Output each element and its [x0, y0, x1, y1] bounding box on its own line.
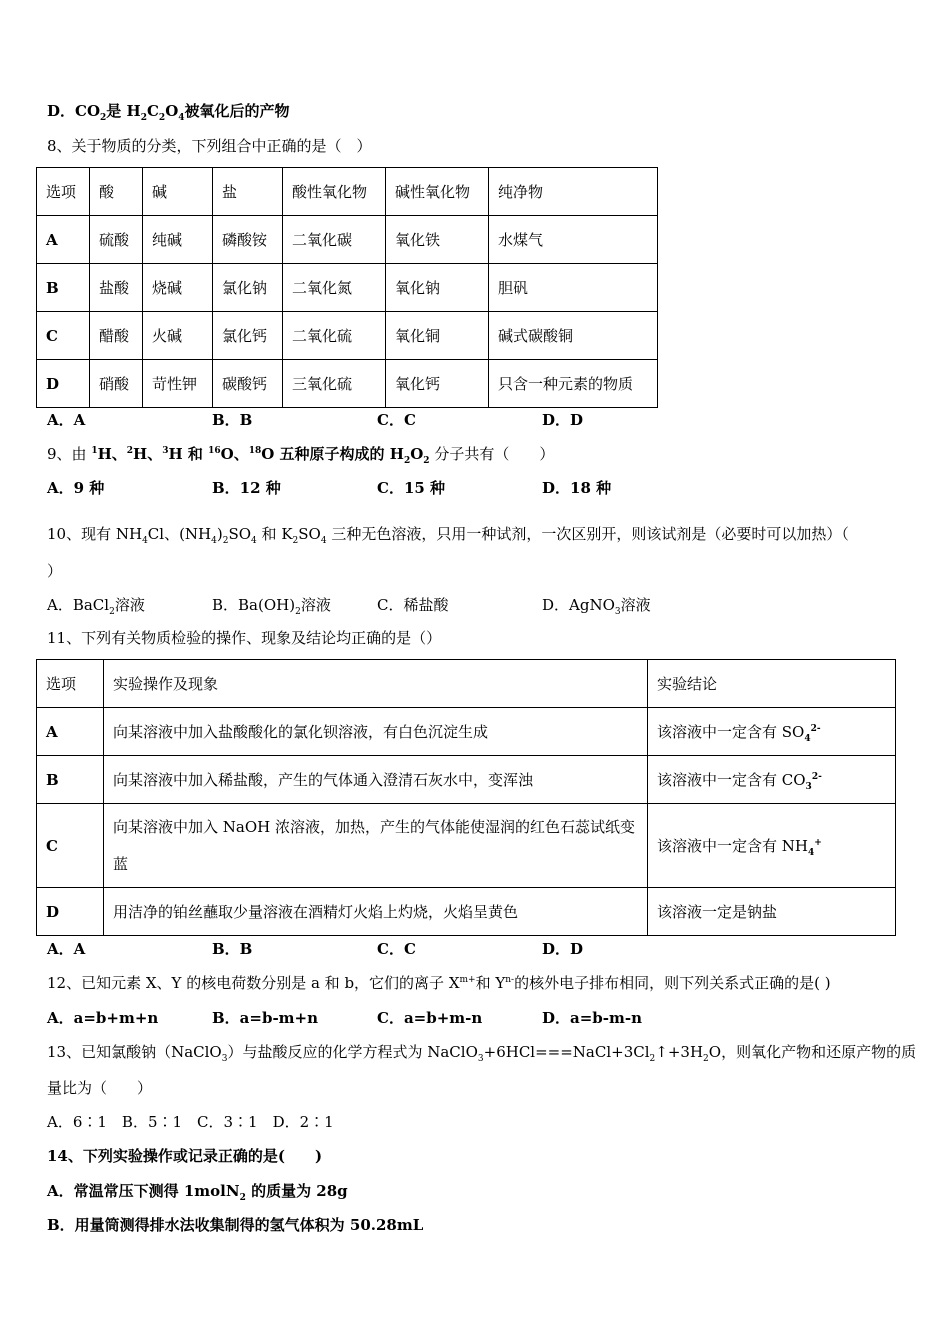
option-b[interactable]: B．$Ba(OH)_2$溶液 [212, 596, 331, 617]
table-cell: 碱式碳酸铜 [489, 312, 658, 360]
table-cell: 该溶液中一定含有 $CO_3^{2-}$ [648, 756, 896, 804]
table-cell: A [37, 216, 90, 264]
q13-stem-cont: 量比为（ ） [47, 1079, 153, 1097]
table-cell: 纯碱 [143, 216, 213, 264]
option-a[interactable]: A．BaCl$_2$溶液 [47, 596, 145, 617]
q14-option-b[interactable]: B．用量筒测得排水法收集制得的氢气体积为 50.28mL [47, 1216, 424, 1234]
table-cell: 用洁净的铂丝蘸取少量溶液在酒精灯火焰上灼烧，火焰呈黄色 [104, 888, 648, 936]
table-cell: 氯化钙 [213, 312, 283, 360]
option-c[interactable]: C．C [377, 411, 416, 429]
option-d[interactable]: D．a=b-m-n [542, 1009, 643, 1027]
q12-stem: 12、已知元素 X、Y 的核电荷数分别是 a 和 b，它们的离子 $X^{m+}$和 $Y^{n-}$的核外电子排布相同，则下列关系式正确的是( ) [47, 974, 831, 992]
table-header-cell: 酸 [90, 168, 143, 216]
table-cell: C [37, 804, 104, 888]
q14-stem: 14、下列实验操作或记录正确的是( ) [47, 1147, 323, 1165]
table-cell: 苛性钾 [143, 360, 213, 408]
table-cell: D [37, 888, 104, 936]
q9-stem: 9、由 $^1$H、$^2$H、$^3$H 和 $^{16}$O、$^{18}$O 五种原子构成的 $H_2O_2$ 分子共有（ ） [47, 445, 555, 466]
table-cell: C [37, 312, 90, 360]
option-a[interactable]: A．a=b+m+n [47, 1009, 159, 1027]
table-row [37, 756, 896, 804]
q14-option-a[interactable]: A．常温常压下测得 1molN$_2$ 的质量为 28g [47, 1182, 348, 1203]
table-row [37, 708, 896, 756]
option-d[interactable]: D．18 种 [542, 479, 612, 497]
table-cell: 氧化铜 [386, 312, 489, 360]
table-cell: 向某溶液中加入盐酸酸化的氯化钡溶液，有白色沉淀生成 [104, 708, 648, 756]
q10-stem: 10、现有 $NH_4Cl$、$(NH_4)_2SO_4$ 和 $K_2SO_4$ 三种无色溶液，只用一种试剂，一次区别开，则该试剂是（必要时可以加热）（ [47, 525, 849, 546]
option-d[interactable]: D．D [542, 411, 584, 429]
table-cell: 向某溶液中加入 NaOH 浓溶液，加热，产生的气体能使湿润的红色石蕊试纸变蓝 [104, 804, 648, 888]
table-cell: 烧碱 [143, 264, 213, 312]
q7-option-d: D．$CO_2$是 $H_2C_2O_4$被氧化后的产物 [47, 102, 290, 123]
table-row [37, 216, 658, 264]
table-header-cell: 实验结论 [648, 660, 896, 708]
option-d[interactable]: D．AgNO$_3$溶液 [542, 596, 651, 617]
q12-options [47, 1008, 927, 1028]
q10-stem-cont: ） [47, 562, 63, 580]
table-cell: 该溶液中一定含有 $SO_4^{2-}$ [648, 708, 896, 756]
table-header-cell: 酸性氧化物 [283, 168, 386, 216]
table-cell: 只含一种元素的物质 [489, 360, 658, 408]
table-cell: B [37, 756, 104, 804]
option-c[interactable]: C．稀盐酸 [377, 596, 449, 614]
table-cell: 二氧化硫 [283, 312, 386, 360]
q10-options [47, 595, 927, 615]
table-row [37, 360, 658, 408]
table-header-cell: 纯净物 [489, 168, 658, 216]
option-c[interactable]: C．15 种 [377, 479, 446, 497]
table-row [37, 312, 658, 360]
table-row [37, 264, 658, 312]
q9-options [47, 478, 927, 498]
option-b[interactable]: B．12 种 [212, 479, 281, 497]
table-cell: 火碱 [143, 312, 213, 360]
table-header-cell: 选项 [37, 660, 104, 708]
table-cell: 水煤气 [489, 216, 658, 264]
table-cell: 二氧化碳 [283, 216, 386, 264]
table-header-cell: 选项 [37, 168, 90, 216]
table-cell: 二氧化氮 [283, 264, 386, 312]
table-row [37, 660, 896, 708]
option-c[interactable]: C．C [377, 940, 416, 958]
table-cell: 氧化钙 [386, 360, 489, 408]
table-cell: 氯化钠 [213, 264, 283, 312]
option-b[interactable]: B．a=b-m+n [212, 1009, 319, 1027]
table-cell: 硫酸 [90, 216, 143, 264]
table-cell: B [37, 264, 90, 312]
q13-stem: 13、已知氯酸钠（NaClO$_3$）与盐酸反应的化学方程式为 $NaClO_3+6HCl===NaCl+3Cl_2↑+3H_2O$，则氧化产物和还原产物的质 [47, 1043, 917, 1064]
table-cell: 该溶液中一定含有 $NH_4^+$ [648, 804, 896, 888]
q8-options [47, 410, 927, 430]
table-row [37, 168, 658, 216]
table-cell: 醋酸 [90, 312, 143, 360]
table-cell: 三氧化硫 [283, 360, 386, 408]
q8-stem: 8、关于物质的分类，下列组合中正确的是（ ） [47, 137, 372, 155]
q13-options[interactable]: A．6∶1 B．5∶1 C．3∶1 D．2∶1 [47, 1113, 334, 1131]
table-cell: 胆矾 [489, 264, 658, 312]
table-cell: D [37, 360, 90, 408]
option-a[interactable]: A．9 种 [47, 479, 105, 497]
table-cell: 磷酸铵 [213, 216, 283, 264]
option-d[interactable]: D．D [542, 940, 584, 958]
option-a[interactable]: A．A [47, 411, 86, 429]
table-cell: 氧化钠 [386, 264, 489, 312]
table-cell: 碳酸钙 [213, 360, 283, 408]
table-header-cell: 盐 [213, 168, 283, 216]
table-cell: 向某溶液中加入稀盐酸，产生的气体通入澄清石灰水中，变浑浊 [104, 756, 648, 804]
q11-table [36, 659, 896, 936]
table-cell: 该溶液一定是钠盐 [648, 888, 896, 936]
table-header-cell: 碱 [143, 168, 213, 216]
option-c[interactable]: C．a=b+m-n [377, 1009, 483, 1027]
q8-table [36, 167, 658, 408]
table-row [37, 804, 896, 888]
option-a[interactable]: A．A [47, 940, 86, 958]
table-header-cell: 碱性氧化物 [386, 168, 489, 216]
q11-stem: 11、下列有关物质检验的操作、现象及结论均正确的是（） [47, 629, 442, 647]
table-row [37, 888, 896, 936]
table-cell: A [37, 708, 104, 756]
table-cell: 盐酸 [90, 264, 143, 312]
table-cell: 氧化铁 [386, 216, 489, 264]
q11-options [47, 939, 927, 959]
option-b[interactable]: B．B [212, 411, 253, 429]
table-header-cell: 实验操作及现象 [104, 660, 648, 708]
table-cell: 硝酸 [90, 360, 143, 408]
option-b[interactable]: B．B [212, 940, 253, 958]
